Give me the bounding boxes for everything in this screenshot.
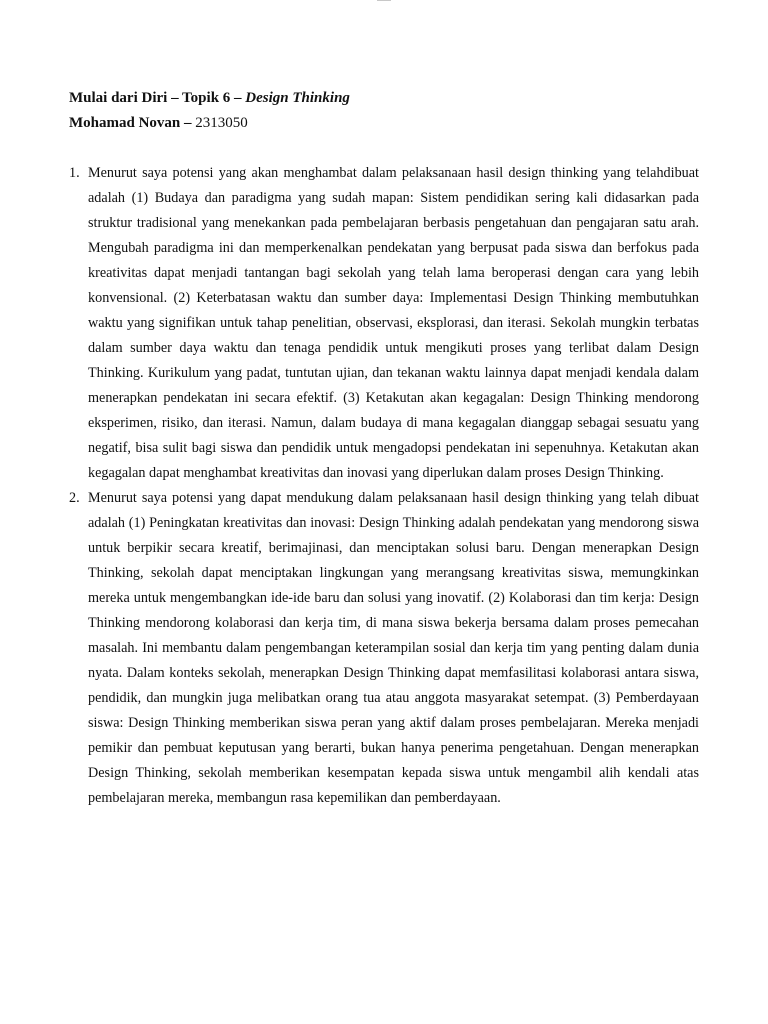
list-item-text: Menurut saya potensi yang dapat mendukung dalam pelaksanaan hasil design thinking yang telah dibuat adalah (1) Peningkatan kreativitas dan inovasi: Design Thinking adalah pendekatan yang mendorong siswa untuk berpikir secara kreatif, berimajinasi, dan menciptakan solusi baru. Dengan menerapkan Design Thinking, sekolah dapat menciptakan lingkungan yang merangsang kreativitas siswa, memungkinkan mereka untuk mengembangkan ide-ide baru dan solusi yang inovatif. (2) Kolaborasi dan tim kerja: Design Thinking mendorong kolaborasi dan kerja tim, di mana siswa bekerja bersama dalam proses pemecahan masalah. Ini membantu dalam pengembangan keterampilan sosial dan kerja tim yang penting dalam dunia nyata. Dalam konteks sekolah, menerapkan Design Thinking dapat memfasilitasi kolaborasi antara siswa, pendidik, dan mungkin juga melibatkan orang tua atau anggota masyarakat setempat. (3) Pemberdayaan siswa: Design Thinking memberikan siswa peran yang aktif dalam proses pembelajaran. Mereka menjadi pemikir dan pembuat keputusan yang berarti, bukan hanya penerima pengetahuan. Dengan menerapkan Design Thinking, sekolah memberikan kesempatan kepada siswa untuk mengambil alih kendali atas pembelajaran mereka, membangun rasa kepemilikan dan pemberdayaan.	[88, 490, 699, 806]
author-id: 2313050	[195, 115, 248, 131]
answer-list	[69, 161, 699, 811]
blank-line	[69, 136, 699, 161]
page-top-marker	[377, 0, 391, 1]
list-item-number: 1.	[69, 165, 80, 181]
author-name: Mohamad Novan –	[69, 115, 196, 131]
title-prefix: Mulai dari Diri – Topik 6 –	[69, 90, 246, 106]
document-title	[69, 86, 699, 111]
author-line	[69, 111, 699, 136]
document-page	[69, 86, 699, 811]
list-item	[69, 486, 699, 811]
list-item	[69, 161, 699, 486]
title-italic: Design Thinking	[245, 90, 350, 106]
list-item-number: 2.	[69, 490, 80, 506]
list-item-text: Menurut saya potensi yang akan menghambat dalam pelaksanaan hasil design thinking yang telahdibuat adalah (1) Budaya dan paradigma yang sudah mapan: Sistem pendidikan sering kali didasarkan pada struktur tradisional yang menekankan pada pembelajaran berbasis pengetahuan dan pengajaran satu arah. Mengubah paradigma ini dan memperkenalkan pendekatan yang berpusat pada siswa dan berfokus pada kreativitas dapat menjadi tantangan bagi sekolah yang telah lama beroperasi dengan cara yang lebih konvensional. (2) Keterbatasan waktu dan sumber daya: Implementasi Design Thinking membutuhkan waktu yang signifikan untuk tahap penelitian, observasi, eksplorasi, dan iterasi. Sekolah mungkin terbatas dalam sumber daya waktu dan tenaga pendidik untuk mengikuti proses yang terlibat dalam Design Thinking. Kurikulum yang padat, tuntutan ujian, dan tekanan waktu lainnya dapat menjadi kendala dalam menerapkan pendekatan ini secara efektif. (3) Ketakutan akan kegagalan: Design Thinking mendorong eksperimen, risiko, dan iterasi. Namun, dalam budaya di mana kegagalan dianggap sebagai sesuatu yang negatif, bisa sulit bagi siswa dan pendidik untuk mengadopsi pendekatan ini sepenuhnya. Ketakutan akan kegagalan dapat menghambat kreativitas dan inovasi yang diperlukan dalam proses Design Thinking.	[88, 165, 699, 481]
